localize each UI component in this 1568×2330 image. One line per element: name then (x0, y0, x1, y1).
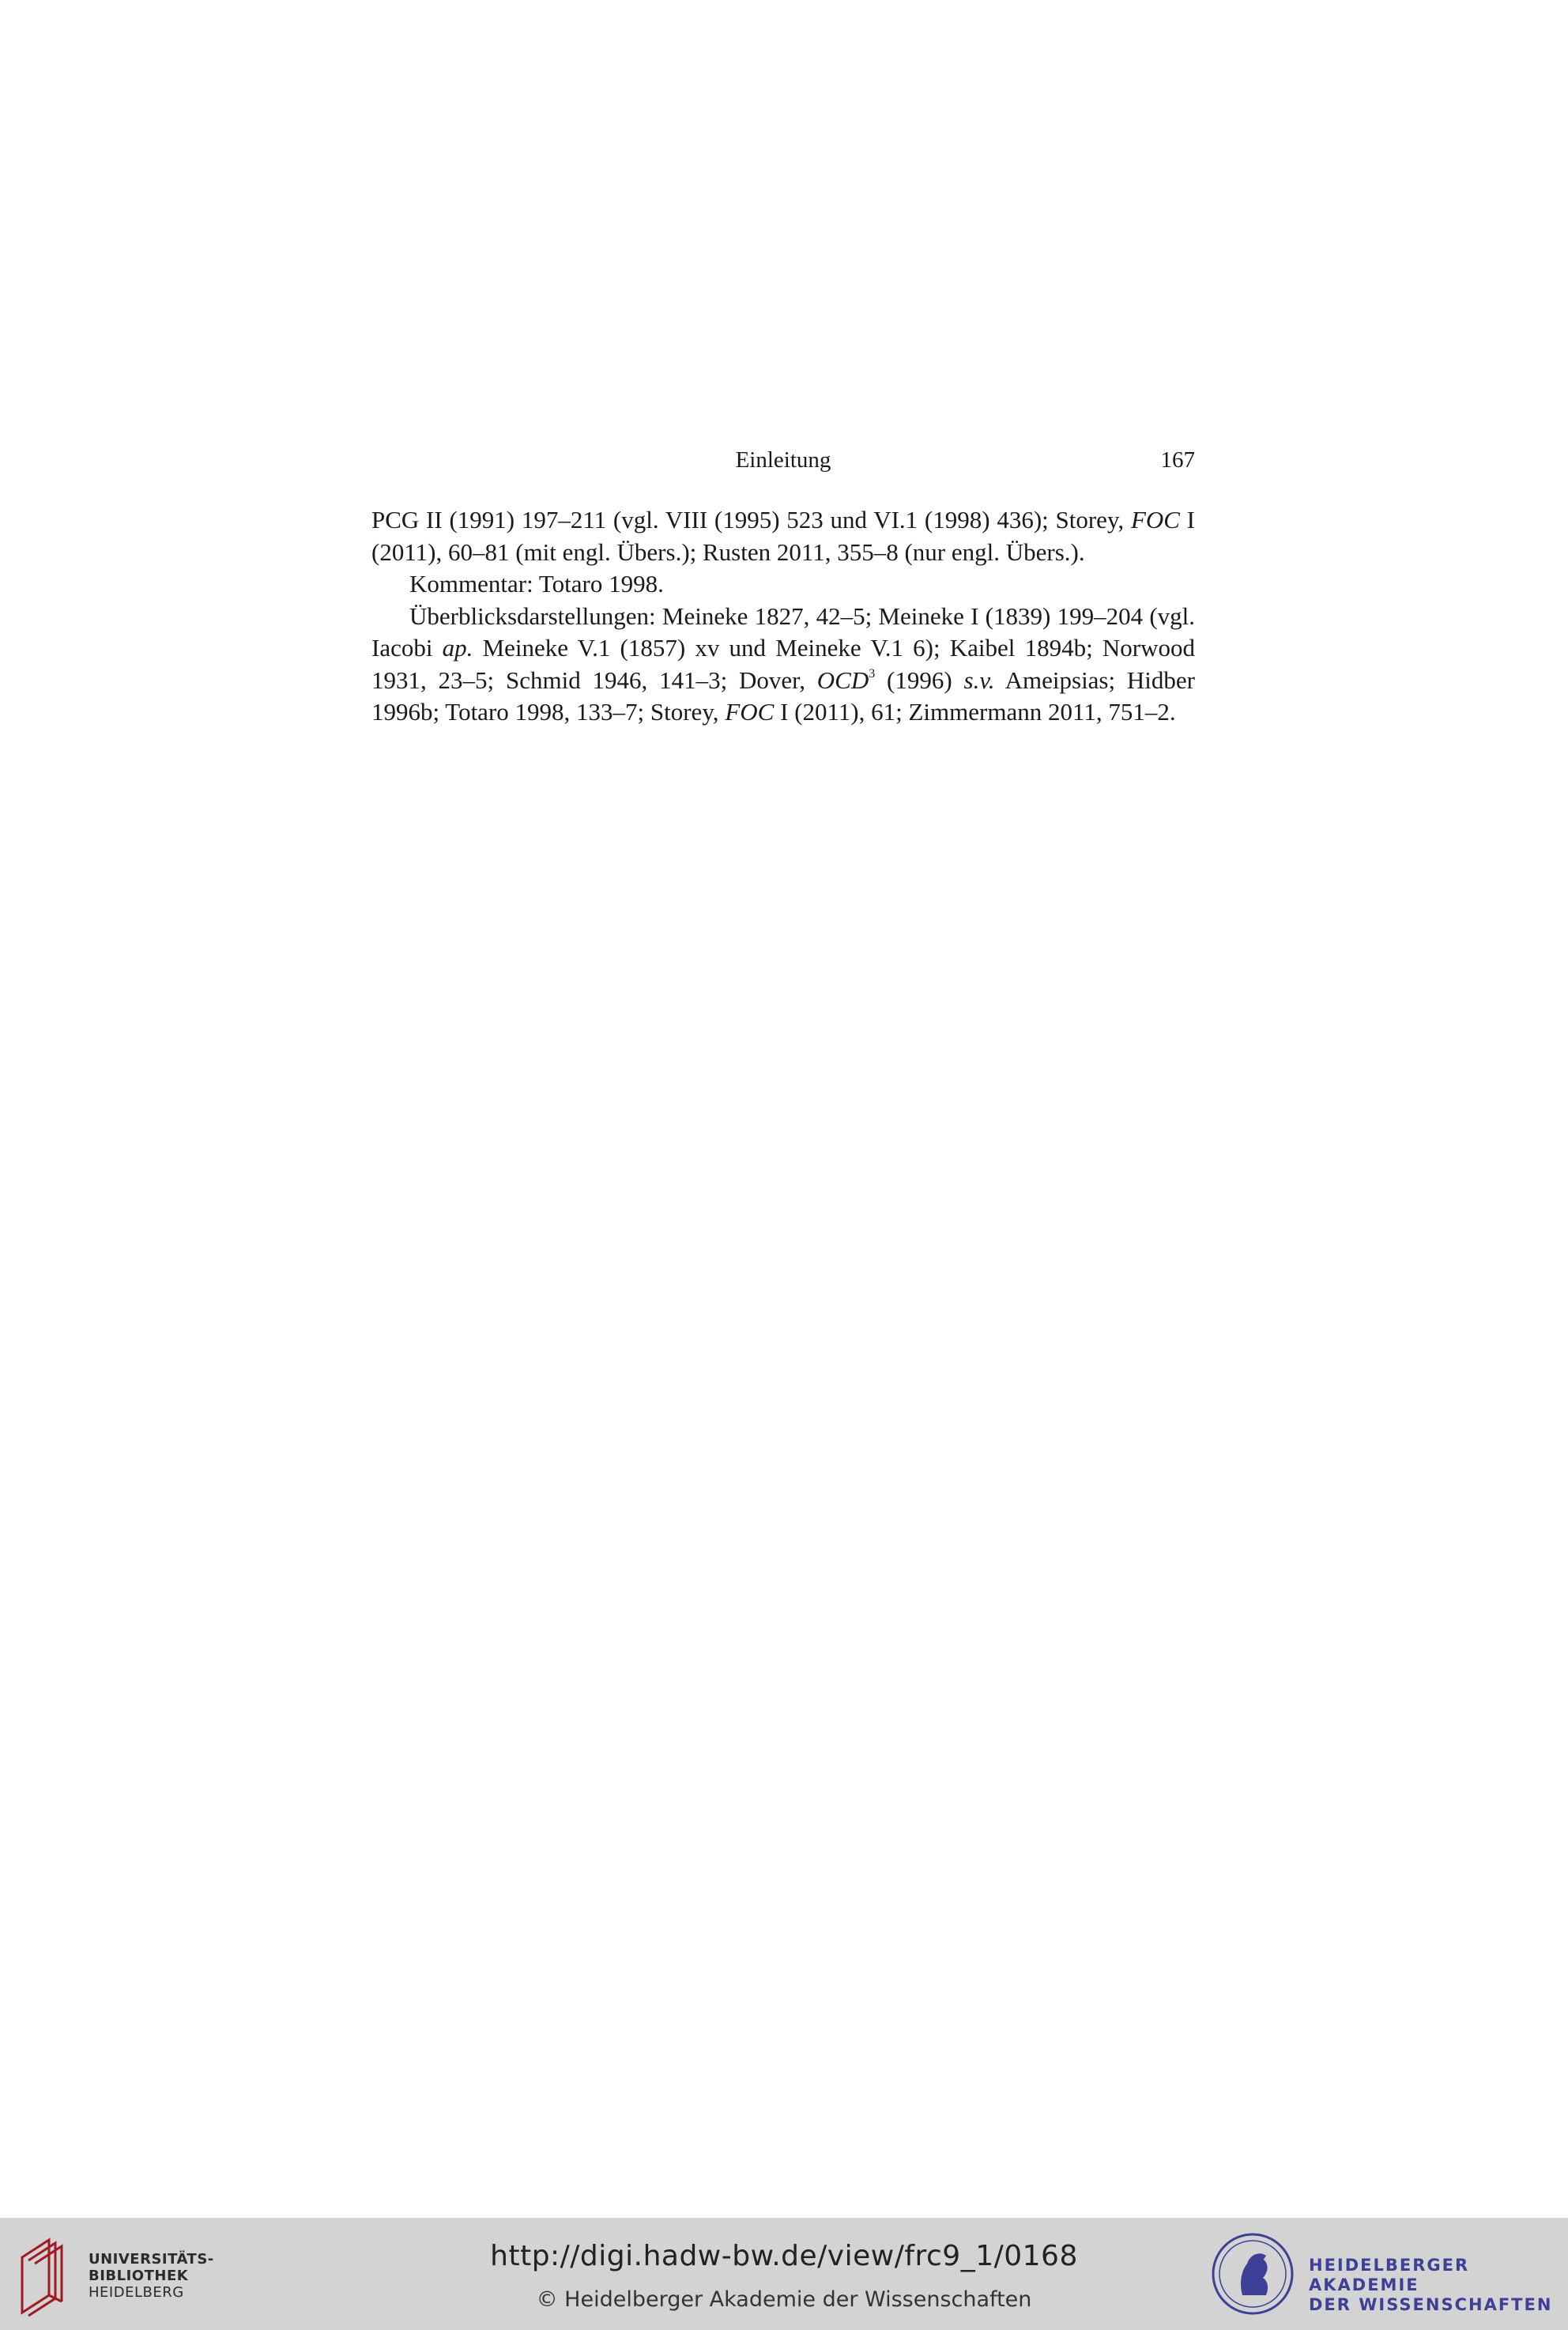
ub-line-3: HEIDELBERG (89, 2284, 184, 2301)
academy-line-1: HEIDELBERGER AKADEMIE (1309, 2256, 1470, 2294)
ub-line-2: BIBLIOTHEK (89, 2268, 189, 2284)
running-head (371, 447, 1195, 479)
permalink-url[interactable]: http://digi.hadw-bw.de/view/frc9_1/0168 (490, 2240, 1078, 2272)
paragraph-overviews (371, 601, 1195, 729)
page-number: 167 (1160, 447, 1195, 473)
italic-run: OCD (816, 665, 869, 694)
ub-line-1: UNIVERSITÄTS- (89, 2251, 214, 2268)
text-run: Meineke V.1 (1857) xv und Meineke V.1 6); Kaibel 1894b; Norwood 1931, 23–5; Schmid 1946, 141–3; Dover, (371, 634, 1195, 694)
text-run: I (2011), 60–81 (mit engl. Übers.); Rusten 2011, 355–8 (nur engl. Übers.). (371, 506, 1196, 566)
academy-seal-icon[interactable] (1211, 2232, 1295, 2316)
text-run: (1996) (875, 665, 964, 694)
edition-superscript: 3 (869, 666, 876, 681)
text-run: Überblicksdarstellungen: Meineke 1827, 42–5; Meineke I (1839) 199–204 (vgl. Iacobi (371, 601, 1195, 662)
italic-run: FOC (1130, 506, 1180, 533)
italic-run: s.v. (963, 665, 995, 694)
copyright-notice: © Heidelberger Akademie der Wissenschaften (536, 2287, 1032, 2312)
paragraph-editions (371, 504, 1195, 568)
footer-bar (0, 2218, 1568, 2330)
text-run: PCG II (1991) 197–211 (vgl. VIII (1995) 523 und VI.1 (1998) 436); Storey, (371, 506, 1131, 533)
running-title: Einleitung (735, 447, 831, 473)
academy-name (1309, 2256, 1568, 2315)
text-run: Ameipsias; Hidber 1996b; Totaro 1998, 133–7; Storey, (371, 665, 1196, 726)
italic-run: FOC (725, 698, 775, 726)
academy-line-2: DER WISSENSCHAFTEN (1309, 2295, 1553, 2314)
text-run: I (2011), 61; Zimmermann 2011, 751–2. (774, 698, 1176, 726)
paragraph-commentary: Kommentar: Totaro 1998. (409, 570, 664, 598)
italic-run: ap. (442, 634, 473, 662)
body-text (371, 504, 1195, 729)
